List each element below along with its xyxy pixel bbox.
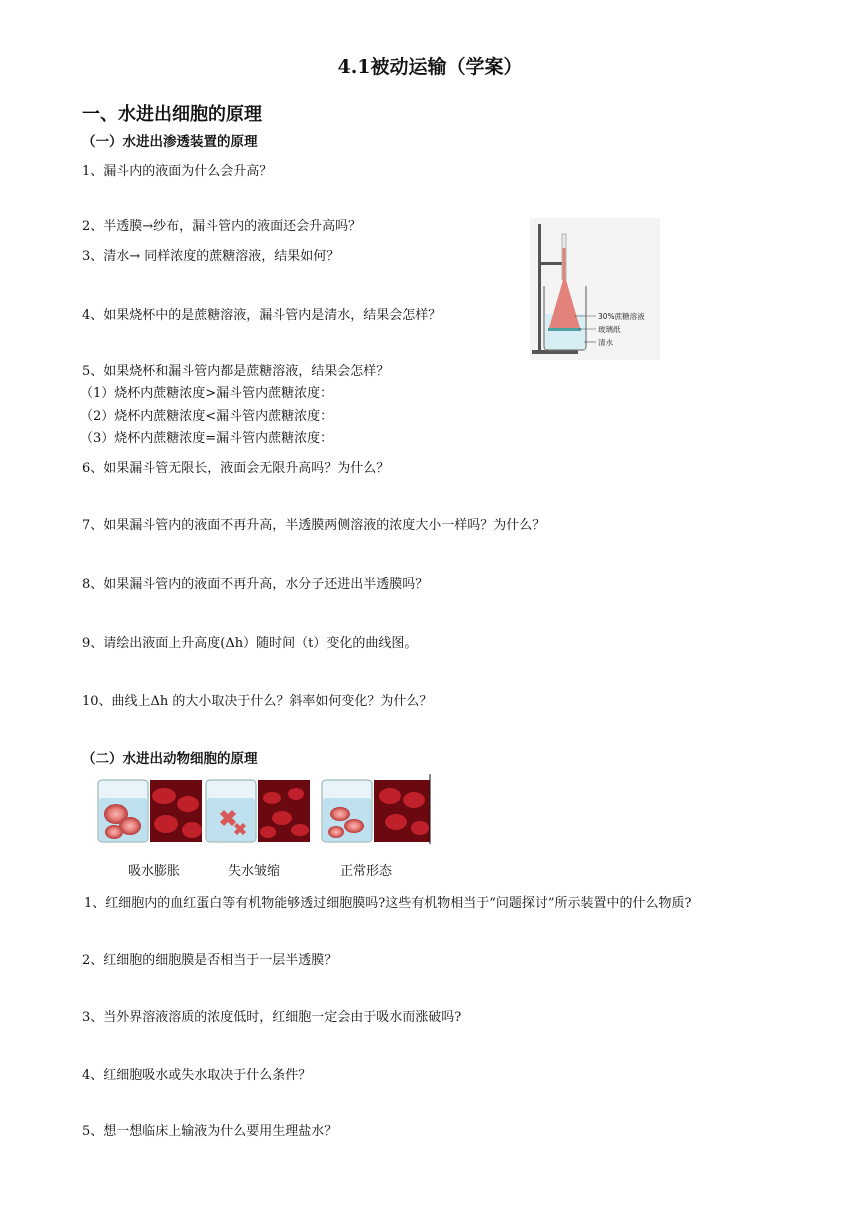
beaker-swelling [98, 780, 148, 842]
cell-question-2: 2、红细胞的细胞膜是否相当于一层半透膜？ [82, 953, 338, 968]
caption-shrinking: 失水皱缩 [228, 864, 281, 879]
question-9: 9、请绘出液面上升高度(Δh）随时间（t）变化的曲线图。 [82, 636, 418, 651]
caption-normal: 正常形态 [340, 864, 393, 879]
osmosis-apparatus-figure [530, 218, 660, 360]
cell-question-3: 3、当外界溶液溶质的浓度低时，红细胞一定会由于吸水而涨破吗? [82, 1010, 462, 1025]
question-7: 7、如果漏斗管内的液面不再升高，半透膜两侧溶液的浓度大小一样吗？为什么？ [82, 518, 546, 533]
question-8: 8、如果漏斗管内的液面不再升高，水分子还进出半透膜吗？ [82, 577, 429, 592]
question-5: 5、如果烧杯和漏斗管内都是蔗糖溶液，结果会怎样？ [82, 364, 390, 379]
question-3: 3、清水→ 同样浓度的蔗糖溶液，结果如何？ [82, 249, 340, 264]
stand-rod [538, 224, 541, 352]
question-5-case-3: （3）烧杯内蔗糖浓度=漏斗管内蔗糖浓度： [80, 431, 334, 446]
label-sucrose: 30%蔗糖溶液 [598, 312, 645, 321]
question-4: 4、如果烧杯中的是蔗糖溶液，漏斗管内是清水，结果会怎样？ [82, 308, 442, 323]
question-5-case-1: （1）烧杯内蔗糖浓度>漏斗管内蔗糖浓度： [80, 386, 334, 401]
cell-question-5: 5、想一想临床上输液为什么要用生理盐水？ [82, 1124, 338, 1139]
red-blood-cell-figure [96, 774, 432, 846]
membrane [548, 328, 581, 331]
cell-question-1: 1、红细胞内的血红蛋白等有机物能够透过细胞膜吗?这些有机物相当于“问题探讨”所示装置中的什么物质? [84, 896, 692, 911]
question-1: 1、漏斗内的液面为什么会升高？ [82, 164, 273, 179]
label-cellophane: 玻璃纸 [598, 325, 621, 334]
page-title: 4.1被动运输（学案） [337, 56, 523, 78]
question-5-case-2: （2）烧杯内蔗糖浓度<漏斗管内蔗糖浓度： [80, 409, 334, 424]
beaker-shrinking [206, 780, 256, 842]
section-heading: 一、水进出细胞的原理 [82, 104, 262, 125]
label-water: 清水 [598, 338, 613, 347]
question-6: 6、如果漏斗管无限长，液面会无限升高吗？为什么？ [82, 461, 390, 476]
cell-question-4: 4、红细胞吸水或失水取决于什么条件？ [82, 1068, 312, 1083]
question-10: 10、曲线上Δh 的大小取决于什么？斜率如何变化？为什么？ [82, 694, 433, 709]
subsection-heading-animal-cell: （二）水进出动物细胞的原理 [82, 751, 258, 767]
beaker-normal [322, 780, 372, 842]
caption-swelling: 吸水膨胀 [128, 864, 181, 879]
question-2: 2、半透膜→纱布，漏斗管内的液面还会升高吗？ [82, 219, 362, 234]
subsection-heading-osmosis: （一）水进出渗透装置的原理 [82, 134, 258, 150]
